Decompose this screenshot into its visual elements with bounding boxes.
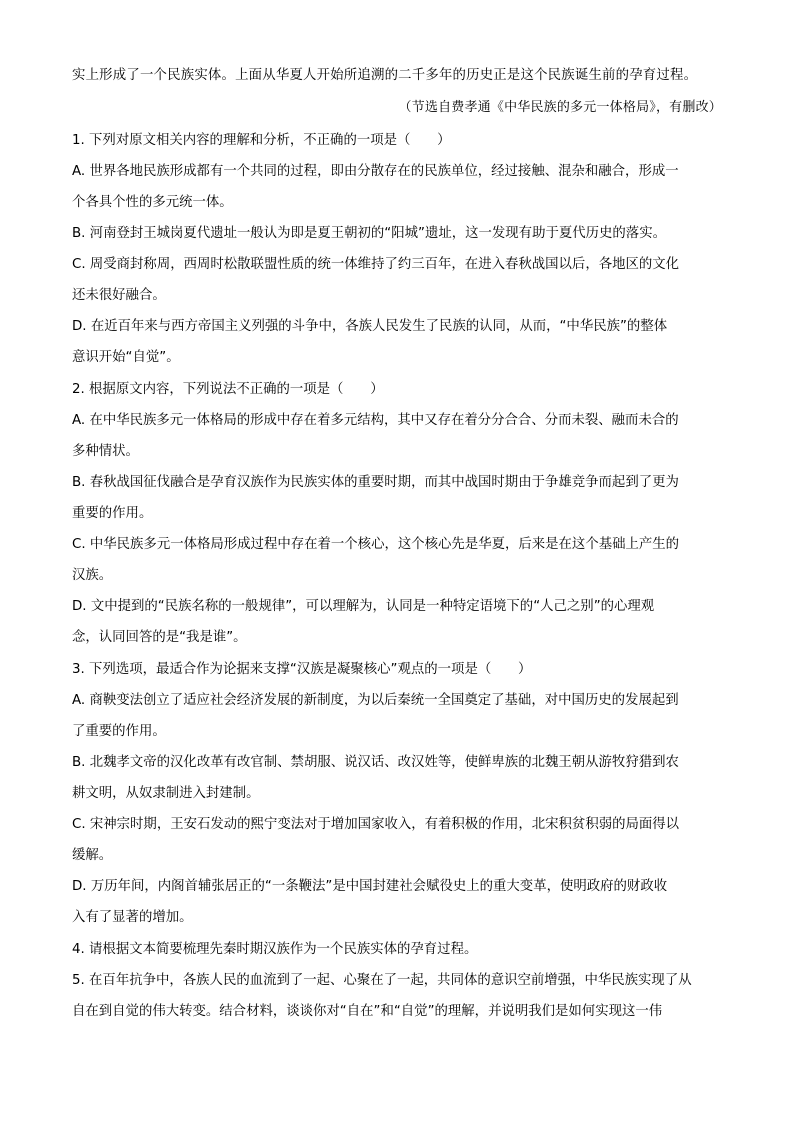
q2-option-a-line-2: 多种情状。 [72, 444, 139, 459]
q3-option-d-line-2: 入有了显著的增加。 [72, 910, 193, 925]
question-3-stem: 3. 下列选项，最适合作为论据来支撑“汉族是凝聚核心”观点的一项是（ ） [72, 662, 532, 677]
q3-option-c-line-2: 缓解。 [72, 848, 113, 863]
question-2-stem: 2. 根据原文内容，下列说法不正确的一项是（ ） [72, 382, 384, 397]
q1-option-d-line-2: 意识开始“自觉”。 [72, 350, 180, 365]
q1-option-a-line-1: A. 世界各地民族形成都有一个共同的过程，即由分散存在的民族单位，经过接触、混杂和融合，形成一 [72, 164, 679, 179]
question-4-stem: 4. 请根据文本简要梳理先秦时期汉族作为一个民族实体的孕育过程。 [72, 942, 478, 957]
q3-option-c-line-1: C. 宋神宗时期，王安石发动的熙宁变法对于增加国家收入，有着积极的作用，北宋积贫积弱的局面得以 [72, 817, 680, 832]
q1-option-b: B. 河南登封王城岗夏代遗址一般认为即是夏王朝初的“阳城”遗址，这一发现有助于夏代历史的落实。 [72, 226, 666, 241]
q2-option-b-line-2: 重要的作用。 [72, 506, 153, 521]
question-1-stem: 1. 下列对原文相关内容的理解和分析，不正确的一项是（ ） [72, 133, 451, 148]
q3-option-b-line-2: 耕文明，从奴隶制进入封建制。 [72, 786, 260, 801]
q2-option-d-line-1: D. 文中提到的“民族名称的一般规律”，可以理解为，认同是一种特定语境下的“人己之别”的心理观 [72, 599, 655, 614]
q3-option-a-line-1: A. 商鞅变法创立了适应社会经济发展的新制度，为以后秦统一全国奠定了基础，对中国历史的发展起到 [72, 693, 679, 708]
q2-option-d-line-2: 念，认同回答的是“我是谁”。 [72, 630, 247, 645]
q3-option-b-line-1: B. 北魏孝文帝的汉化改革有改官制、禁胡服、说汉话、改汉姓等，使鲜卑族的北魏王朝从游牧狩猎到农 [72, 755, 679, 770]
q2-option-c-line-1: C. 中华民族多元一体格局形成过程中存在着一个核心，这个核心先是华夏，后来是在这个基础上产生的 [72, 537, 680, 552]
intro-closing-sentence: 实上形成了一个民族实体。上面从华夏人开始所追溯的二千多年的历史正是这个民族诞生前的孕育过程。 [72, 68, 698, 83]
q1-option-d-line-1: D. 在近百年来与西方帝国主义列强的斗争中，各族人民发生了民族的认同，从而，“中华民族”的整体 [72, 319, 668, 334]
source-citation: （节选自费孝通《中华民族的多元一体格局》，有删改） [398, 100, 722, 115]
q3-option-d-line-1: D. 万历年间，内阁首辅张居正的“一条鞭法”是中国封建社会赋役史上的重大变革，使明政府的财政收 [72, 879, 668, 894]
q1-option-c-line-2: 还未很好融合。 [72, 288, 166, 303]
question-5-line-1: 5. 在百年抗争中，各族人民的血流到了一起、心聚在了一起，共同体的意识空前增强，中华民族实现了从 [72, 973, 692, 988]
question-5-line-2: 自在到自觉的伟大转变。结合材料，谈谈你对“自在”和“自觉”的理解，并说明我们是如何实现这一伟 [72, 1004, 663, 1019]
q2-option-a-line-1: A. 在中华民族多元一体格局的形成中存在着多元结构，其中又存在着分分合合、分而未裂、融而未合的 [72, 413, 679, 428]
q3-option-a-line-2: 了重要的作用。 [72, 724, 166, 739]
q1-option-a-line-2: 个各具个性的多元统一体。 [72, 195, 233, 210]
q1-option-c-line-1: C. 周受商封称周，西周时松散联盟性质的统一体维持了约三百年，在进入春秋战国以后，各地区的文化 [72, 257, 680, 272]
q2-option-c-line-2: 汉族。 [72, 568, 113, 583]
q2-option-b-line-1: B. 春秋战国征伐融合是孕育汉族作为民族实体的重要时期，而其中战国时期由于争雄竞争而起到了更为 [72, 475, 679, 490]
